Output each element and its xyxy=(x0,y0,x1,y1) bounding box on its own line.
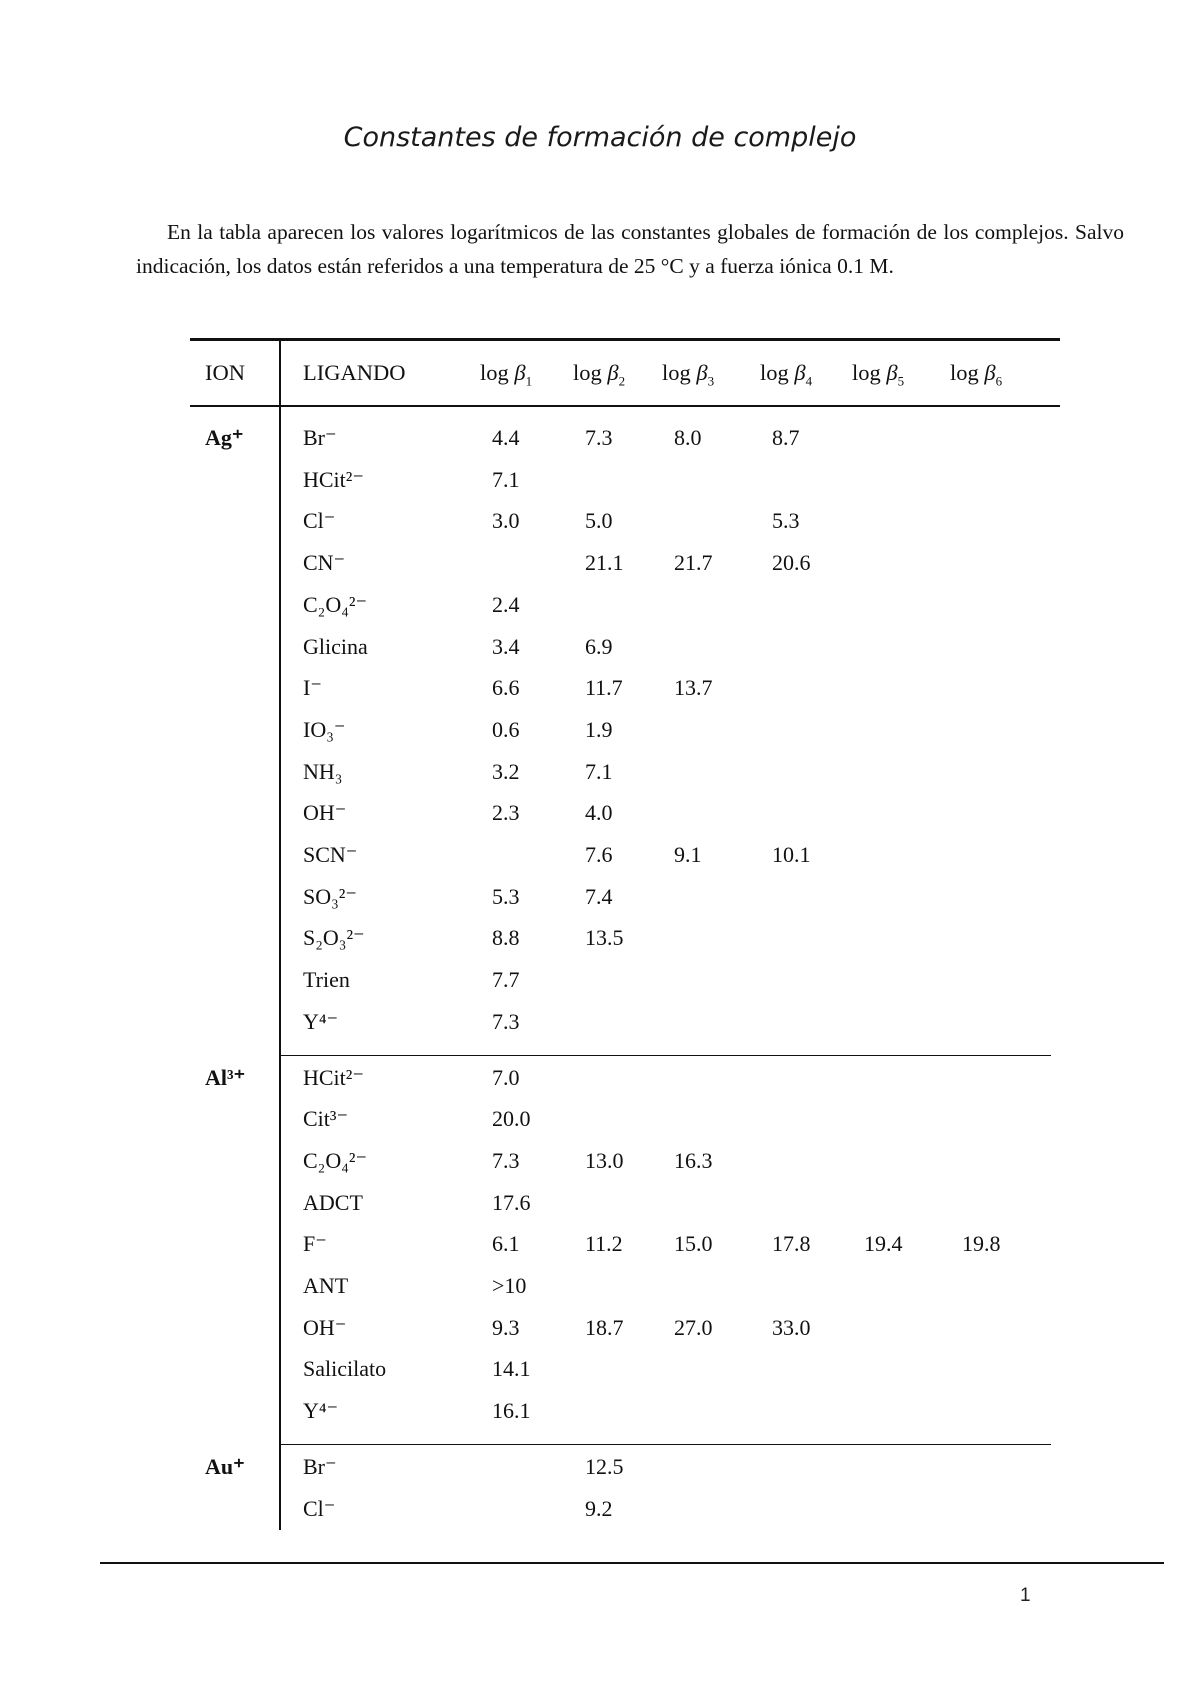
ligand-cell: Salicilato xyxy=(303,1356,387,1382)
ligand-cell: Glicina xyxy=(303,633,368,659)
header-log-text: log xyxy=(662,360,697,385)
log-beta-4-value: 5.3 xyxy=(772,508,800,534)
ion-label: Al³⁺ xyxy=(205,1064,246,1090)
header-log-beta-4 xyxy=(760,360,813,389)
log-beta-4-value: 33.0 xyxy=(772,1314,811,1340)
log-beta-3-value: 15.0 xyxy=(674,1231,713,1257)
log-beta-2-value: 18.7 xyxy=(585,1314,624,1340)
log-beta-3-value: 21.7 xyxy=(674,550,713,576)
page-title: Constantes de formación de complejo xyxy=(343,122,857,153)
ligand-cell: SCN⁻ xyxy=(303,842,358,867)
header-log-beta-1 xyxy=(480,360,533,389)
log-beta-1-value: 3.2 xyxy=(492,758,520,784)
ligand-cell: Y⁴⁻ xyxy=(303,1398,339,1424)
header-beta-index: 5 xyxy=(897,373,905,389)
ion-label: Ag⁺ xyxy=(205,425,244,450)
log-beta-1-value: 7.1 xyxy=(492,466,520,492)
log-beta-2-value: 12.5 xyxy=(585,1453,624,1479)
log-beta-4-value: 20.6 xyxy=(772,550,811,576)
log-beta-1-value: 14.1 xyxy=(492,1356,531,1382)
ligand-cell: Y⁴⁻ xyxy=(303,1008,339,1034)
log-beta-1-value: 7.3 xyxy=(492,1008,520,1034)
header-log-text: log xyxy=(760,360,795,385)
log-beta-2-value: 13.5 xyxy=(585,925,624,951)
ligand-cell: IO₃⁻ xyxy=(303,716,346,742)
ligand-cell: C₂O₄²⁻ xyxy=(303,1147,368,1173)
header-beta-index: 6 xyxy=(995,373,1003,389)
log-beta-1-value: 0.6 xyxy=(492,716,520,742)
log-beta-2-value: 7.4 xyxy=(585,883,613,909)
header-log-text: log xyxy=(480,360,515,385)
ligand-cell: S₂O₃²⁻ xyxy=(303,925,365,951)
header-log-beta-2 xyxy=(573,360,626,389)
ligand-cell: I⁻ xyxy=(303,675,322,701)
log-beta-2-value: 5.0 xyxy=(585,508,613,534)
log-beta-4-value: 8.7 xyxy=(772,425,800,450)
log-beta-1-value: 17.6 xyxy=(492,1189,531,1215)
ligand-cell: SO₃²⁻ xyxy=(303,883,358,909)
log-beta-1-value: 6.1 xyxy=(492,1231,520,1257)
header-beta-index: 2 xyxy=(618,373,626,389)
header-beta-symbol: β xyxy=(607,360,619,385)
ligand-cell: ANT xyxy=(303,1273,349,1298)
page-number: 1 xyxy=(1020,1585,1031,1606)
footer-rule xyxy=(100,1562,1164,1564)
log-beta-3-value: 9.1 xyxy=(674,842,702,867)
log-beta-2-value: 13.0 xyxy=(585,1147,624,1173)
header-beta-symbol: β xyxy=(984,360,996,385)
group-separator-rule xyxy=(279,1444,1051,1446)
ligand-cell: HCit²⁻ xyxy=(303,466,364,492)
log-beta-2-value: 1.9 xyxy=(585,716,613,742)
log-beta-1-value: 7.3 xyxy=(492,1147,520,1173)
header-beta-index: 3 xyxy=(707,373,715,389)
header-log-text: log xyxy=(852,360,887,385)
log-beta-2-value: 7.6 xyxy=(585,842,613,867)
ligand-cell: Cit³⁻ xyxy=(303,1106,349,1132)
log-beta-2-value: 21.1 xyxy=(585,550,624,576)
ligand-cell: ADCT xyxy=(303,1189,363,1215)
ion-column-divider xyxy=(279,338,281,1530)
header-beta-symbol: β xyxy=(696,360,708,385)
log-beta-1-value: 8.8 xyxy=(492,925,520,951)
ligand-cell: F⁻ xyxy=(303,1231,327,1257)
ligand-cell: Cl⁻ xyxy=(303,508,336,534)
header-beta-symbol: β xyxy=(794,360,806,385)
log-beta-1-value: 4.4 xyxy=(492,425,520,450)
ligand-cell: HCit²⁻ xyxy=(303,1064,364,1090)
intro-paragraph: En la tabla aparecen los valores logarítmicos de las constantes globales de formación de los complejos. Salvo indicación, los datos están referidos a una temperatura de 25 °C y a fuerza iónica 0.1 M. xyxy=(136,220,1124,278)
table-top-rule xyxy=(190,338,1060,341)
log-beta-1-value: 9.3 xyxy=(492,1314,520,1340)
header-beta-index: 4 xyxy=(805,373,813,389)
header-log-beta-6 xyxy=(950,360,1003,389)
log-beta-5-value: 19.4 xyxy=(864,1231,903,1257)
log-beta-2-value: 7.1 xyxy=(585,758,613,784)
ligand-cell: OH⁻ xyxy=(303,1314,347,1340)
log-beta-2-value: 11.7 xyxy=(585,675,623,701)
log-beta-1-value: >10 xyxy=(492,1273,527,1298)
ligand-cell: CN⁻ xyxy=(303,550,346,576)
log-beta-1-value: 3.0 xyxy=(492,508,520,534)
header-beta-index: 1 xyxy=(525,373,533,389)
header-log-text: log xyxy=(950,360,985,385)
log-beta-3-value: 27.0 xyxy=(674,1314,713,1340)
ligand-cell: Br⁻ xyxy=(303,1453,337,1479)
log-beta-1-value: 7.0 xyxy=(492,1064,520,1090)
group-separator-rule xyxy=(279,1055,1051,1057)
log-beta-6-value: 19.8 xyxy=(962,1231,1001,1257)
log-beta-1-value: 5.3 xyxy=(492,883,520,909)
header-beta-symbol: β xyxy=(886,360,898,385)
ligand-cell: C₂O₄²⁻ xyxy=(303,591,368,617)
ligand-cell: NH₃ xyxy=(303,758,343,784)
log-beta-2-value: 11.2 xyxy=(585,1231,623,1257)
log-beta-1-value: 7.7 xyxy=(492,967,520,993)
log-beta-2-value: 9.2 xyxy=(585,1495,613,1521)
log-beta-1-value: 16.1 xyxy=(492,1398,531,1424)
header-beta-symbol: β xyxy=(514,360,526,385)
log-beta-4-value: 10.1 xyxy=(772,842,811,867)
log-beta-4-value: 17.8 xyxy=(772,1231,811,1257)
ligand-cell: Trien xyxy=(303,967,350,993)
log-beta-2-value: 4.0 xyxy=(585,800,613,826)
log-beta-1-value: 3.4 xyxy=(492,633,520,659)
log-beta-1-value: 2.4 xyxy=(492,591,520,617)
ligand-cell: OH⁻ xyxy=(303,800,347,826)
log-beta-3-value: 8.0 xyxy=(674,425,702,450)
log-beta-2-value: 6.9 xyxy=(585,633,613,659)
log-beta-1-value: 20.0 xyxy=(492,1106,531,1132)
log-beta-3-value: 16.3 xyxy=(674,1147,713,1173)
header-log-text: log xyxy=(573,360,608,385)
header-log-beta-3 xyxy=(662,360,715,389)
header-log-beta-5 xyxy=(852,360,905,389)
header-ion: ION xyxy=(205,360,245,385)
ion-label: Au⁺ xyxy=(205,1453,245,1479)
header-bottom-rule xyxy=(190,405,1060,407)
log-beta-2-value: 7.3 xyxy=(585,425,613,450)
header-ligand: LIGANDO xyxy=(303,360,406,385)
ligand-cell: Br⁻ xyxy=(303,425,337,450)
log-beta-3-value: 13.7 xyxy=(674,675,713,701)
log-beta-1-value: 6.6 xyxy=(492,675,520,701)
ligand-cell: Cl⁻ xyxy=(303,1495,336,1521)
log-beta-1-value: 2.3 xyxy=(492,800,520,826)
